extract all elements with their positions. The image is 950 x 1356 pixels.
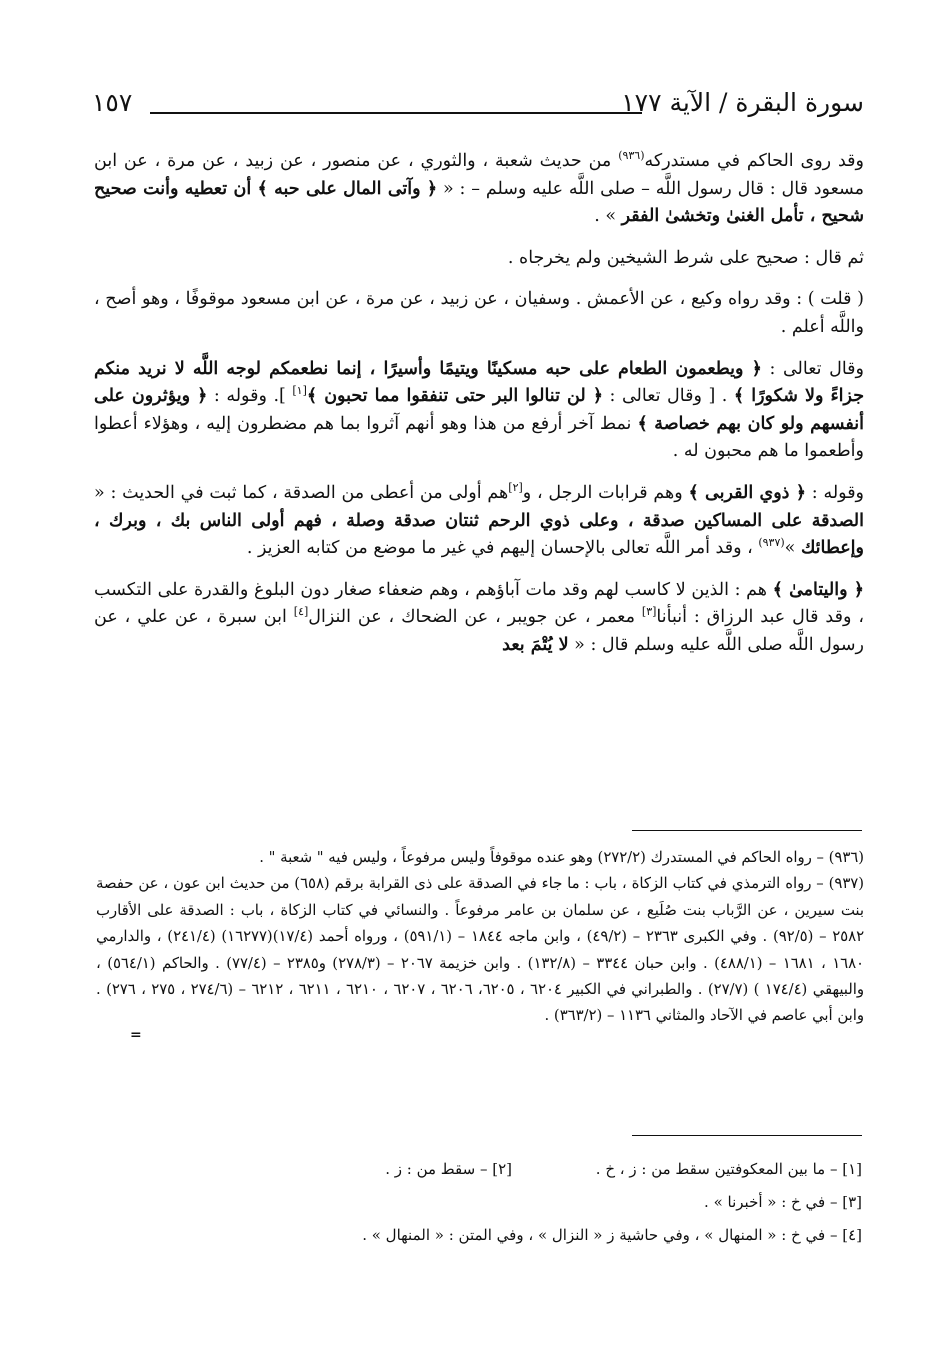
header-rule — [150, 112, 642, 114]
footnote-separator — [632, 830, 862, 831]
text-note-ref-4: [٤] — [293, 605, 309, 619]
page-number: ١٥٧ — [92, 88, 133, 117]
text: ]. وقوله : — [207, 386, 293, 407]
text: » . — [594, 206, 622, 227]
text: هم أولى من أعطى من الصدقة ، كما ثبت في الحديث : « — [94, 482, 509, 503]
text: وهم قرابات الرجل ، و — [522, 482, 689, 503]
text-note-ref-2: [٢] — [508, 481, 523, 495]
verse-quote: ﴿ ذوي القربى ﴾ — [688, 482, 807, 503]
footnote-936: (٩٣٦) – رواه الحاكم في المستدرك (٢٧٢/٢) وهو عنده موقوفاً وليس مرفوعاً ، وليس فيه " شعبة " . — [259, 849, 864, 866]
continuation-mark: = — [130, 1026, 142, 1043]
text: وقد روى الحاكم في مستدركه — [644, 151, 864, 171]
hadith-footnotes — [96, 845, 865, 1043]
text-note-4: [٤] – في خ : « المنهال » ، وفي حاشية ز « النزال » ، وفي المتن : « المنهال » . — [362, 1226, 862, 1244]
text: . [ وقال تعالى : — [603, 386, 734, 407]
text: ابن سبرة ، عن علي ، عن رسول اللَّه صلى اللَّه عليه وسلم قال : « — [94, 607, 864, 655]
hadith-quote: لا يُتْمَ بعد — [502, 634, 569, 655]
text-notes-row — [260, 1153, 862, 1186]
footnote-937: (٩٣٧) – رواه الترمذي في كتاب الزكاة ، باب : ما جاء في الصدقة على ذى القرابة برقم (٦٥٨) من حديث ابن عون ، عن حفصة بنت سيرين ، عن الرَّباب بنت صُلَيع ، عن سلمان بن عامر مرفوعاً . والنسائي في كتاب الزكاة ، باب : الصدقة على الأقارب ٢٥٨٢ – (٩٢/٥) . وفي الكبرى ٢٣٦٣ – (٤٩/٢) ، وابن ماجه ١٨٤٤ – (٥٩١/١) ، ورواه أحمد (١٧/٤)(١٦٢٧٧) (٢٤١/٤) ، والدارمي ١٦٨٠ ، ١٦٨١ – (٤٨٨/١) . وابن حبان ٣٣٤٤ – (١٣٢/٨) . وابن خزيمة ٢٠٦٧ – (٢٧٨/٣) و٢٣٨٥ – (٧٧/٤) . والحاكم (٥٦٤/١) ، والبيهقي (١٧٤/٤ ) (٢٧/٧) . والطبراني في الكبير ٦٢٠٤ ، ٦٢٠٥، ٦٢٠٦ ، ٦٢٠٧ ، ٦٢١٠ ، ٦٢١١ ، ٦٢١٢ – (٢٧٤/٦ ، ٢٧٥ ، ٢٧٦) . وابن أبي عاصم في الآحاد والمثاني ١١٣٦ – (٣٦٣/٢) . — [96, 875, 865, 1025]
text: ، وقد أمر اللَّه تعالى بالإحسان إليهم في غير ما موضع من كتابه العزيز . — [246, 538, 759, 559]
main-text — [94, 148, 864, 674]
verse-quote: ﴿ واليتامىٰ ﴾ — [772, 579, 864, 600]
text-note-ref-1: [١] — [292, 384, 307, 398]
text: معمر ، عن جويبر ، عن الضحاك ، عن النزال — [308, 607, 642, 628]
text: وقال تعالى : — [761, 358, 865, 379]
text-notes-row — [260, 1219, 862, 1252]
text-notes — [260, 1153, 862, 1252]
verse-quote: ﴿ ويؤثرون على أنفسهم ولو كان بهم خصاصة ﴾ — [94, 386, 865, 434]
paragraph-orphans — [94, 577, 864, 660]
paragraph-verses — [94, 356, 864, 466]
text-note-1: [١] – ما بين المعكوفتين سقط من : ز ، خ . — [595, 1160, 862, 1178]
hadith-quote: ﴿ وآتى المال على حبه ﴾ أن تعطيه وأنت صحيح شحيح ، تأمل الغنىٰ وتخشىٰ الفقر — [94, 178, 864, 227]
paragraph-author-comment: ( قلت ) : وقد رواه وكيع ، عن الأعمش . وسفيان ، عن زبيد ، عن مرة ، عن ابن مسعود موقوفًا ، وهو أصح ، واللَّه أعلم . — [94, 289, 864, 337]
text: هم : الذين لا كاسب لهم وقد مات آباؤهم ، وهم ضعفاء صغار دون البلوغ والقدرة على التكسب ، وقد قال عبد الرزاق : أنبأنا — [94, 579, 864, 628]
text: نمط آخر أرفع من هذا وهو أنهم آثروا بما هم مضطرون إليه ، وهؤلاء أعطوا وأطعموا ما هم محبون له . — [94, 413, 864, 462]
paragraph-hakim-narration — [94, 148, 864, 231]
hadith-quote: الصدقة على المساكين صدقة ، وعلى ذوي الرحم ثنتان صدقة وصلة ، فهم أولى الناس بك ، وبرك ، وإعطائك — [94, 510, 864, 559]
paragraph-authentication: ثم قال : صحيح على شرط الشيخين ولم يخرجاه . — [507, 247, 864, 268]
running-title: سورة البقرة / الآية ١٧٧ — [621, 88, 864, 117]
text-note-3: [٣] – في خ : « أخبرنا » . — [704, 1193, 862, 1211]
text-notes-row — [260, 1186, 862, 1219]
text-notes-separator — [632, 1135, 862, 1136]
footnote-ref-937: (٩٣٧) — [758, 536, 785, 550]
text-note-2: [٢] – سقط من : ز . — [385, 1160, 512, 1178]
text: » — [784, 538, 801, 559]
verse-quote: ﴿ ويطعمون الطعام على حبه مسكينًا ويتيمًا وأسيرًا ، إنما نطعمكم لوجه اللَّه لا نريد منكم جزاءً ولا شكورًا ﴾ — [94, 358, 865, 407]
page-header — [92, 86, 864, 126]
text-note-ref-3: [٣] — [641, 605, 657, 619]
paragraph-relatives — [94, 480, 864, 563]
text: من حديث شعبة ، والثوري ، عن منصور ، عن زبيد ، عن مرة ، عن ابن مسعود قال : قال رسول اللَّه – صلى اللَّه عليه وسلم – : « — [94, 151, 865, 199]
text: وقوله : — [806, 482, 865, 503]
verse-quote: ﴿ لن تنالوا البر حتى تنفقوا مما تحبون ﴾ — [306, 386, 603, 407]
footnote-ref-936: (٩٣٦) — [618, 149, 645, 163]
